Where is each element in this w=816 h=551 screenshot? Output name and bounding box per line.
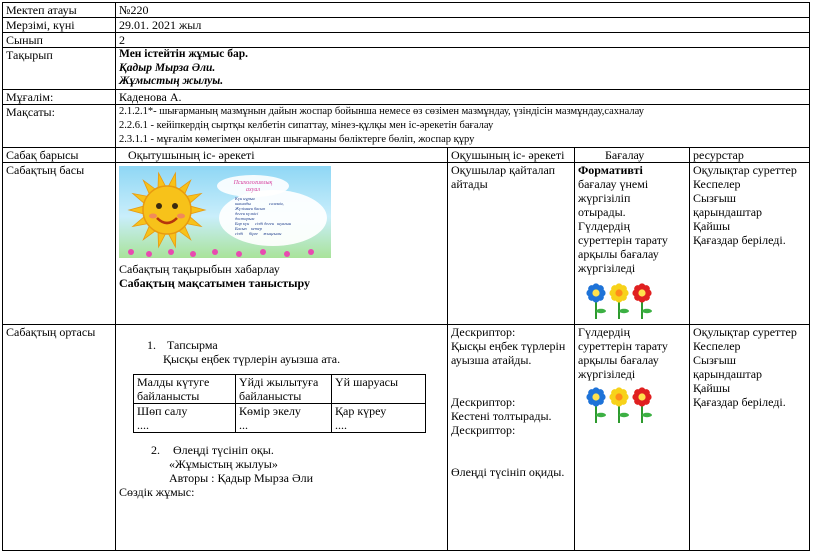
middle-assessment-4: жүргізіледі	[578, 367, 636, 381]
date-label: Мерзімі, күні	[3, 18, 116, 33]
vocab-work: Сөздік жұмыс:	[119, 485, 195, 499]
flower-icon	[586, 385, 652, 425]
lesson-plan-table	[2, 2, 810, 551]
start-assessment-2: бағалау үнемі	[578, 177, 649, 191]
banner-text-12: сізді	[235, 231, 244, 236]
work-cell-1-dots: ....	[137, 418, 149, 432]
teacher-label: Мұғалім:	[3, 90, 116, 105]
middle-assessment-3: арқылы бағалау	[578, 353, 659, 367]
sun-ray	[129, 206, 143, 214]
topic-row	[3, 48, 810, 90]
descriptor-2-text: Кестені толтырады.	[451, 409, 552, 423]
middle-teacher-cell	[116, 325, 448, 551]
banner-text-8: сізді деген	[255, 221, 275, 226]
flower	[609, 387, 629, 423]
school-label: Мектеп атауы	[3, 3, 116, 18]
flower	[586, 387, 606, 423]
task2-poem: «Жұмыстың жылуы»	[169, 457, 278, 471]
banner-text-5: деген күлкісі	[235, 211, 259, 216]
student-action-header: Оқушының іс- әрекеті	[448, 148, 575, 163]
flower	[632, 387, 652, 423]
middle-resource-5: Қайшы	[693, 381, 731, 395]
descriptor-1-text: Қысқы еңбек түрлерін ауызша атайды.	[451, 339, 566, 367]
start-resource-2: Кеспелер	[693, 177, 741, 191]
flower	[586, 283, 606, 319]
goal-line-1: 2.1.2.1*- шығарманың мазмұнын дайын жоспар бойынша немесе өз сөзімен мазмұндау, үзіндісін мазмұндау,сахналау	[119, 106, 645, 117]
work-cell-3-dots: ....	[335, 418, 347, 432]
psychology-banner-image	[119, 166, 331, 258]
start-resource-3: Сызғыш	[693, 191, 737, 205]
banner-text-13: бірге	[249, 231, 259, 236]
banner-text-4: Жүзімнен басып	[235, 206, 266, 211]
work-types-table	[133, 374, 426, 433]
goals-row	[3, 105, 810, 148]
start-teacher-line-1: Сабақтың тақырыбын хабарлау	[119, 262, 280, 276]
start-assessment-3: жүргізіліп	[578, 191, 631, 205]
middle-assessment-cell	[575, 325, 690, 551]
middle-row	[3, 325, 810, 551]
start-stage: Сабақтың басы	[3, 163, 116, 325]
task2-number: 2.	[151, 443, 160, 457]
banner-text-2: шашады	[235, 201, 251, 206]
start-resource-1: Оқулықтар суреттер	[693, 163, 797, 177]
work-cell-1-value: Шөп салу	[137, 404, 188, 418]
work-table-header	[134, 375, 426, 404]
grade-row	[3, 33, 810, 48]
banner-text-14: жыңғылы	[263, 231, 282, 236]
flower-icon	[586, 281, 652, 321]
banner-title-2: ахуал	[246, 187, 260, 193]
grade-label: Сынып	[3, 33, 116, 48]
banner-text-1: Күн нұрын	[235, 196, 255, 201]
middle-stage: Сабақтың ортасы	[3, 325, 116, 551]
start-assessment-cell	[575, 163, 690, 325]
goal-line-2: 2.2.6.1 - кейіпкердің сыртқы келбетін сипаттау, мінез-құлқы мен іс-әрекетін бағалау	[119, 120, 494, 131]
teacher-row	[3, 90, 810, 105]
middle-assessment-1: Гүлдердің	[578, 325, 631, 339]
work-table-row	[134, 404, 426, 433]
task1-text: Қысқы еңбек түрлерін ауызша ата.	[163, 352, 341, 366]
flower	[632, 283, 652, 319]
middle-resource-3: Сызғыш	[693, 353, 737, 367]
start-row	[3, 163, 810, 325]
work-cell-2	[236, 404, 332, 433]
banner-text-3: сәлемін,	[269, 201, 284, 206]
start-assessment-6: суреттерін тарату	[578, 233, 668, 247]
start-assessment-7: арқылы бағалау	[578, 247, 659, 261]
middle-student-cell	[448, 325, 575, 551]
middle-resources-cell	[690, 325, 810, 551]
topic-line-2: Қадыр Мырза Әли.	[119, 61, 216, 74]
descriptor-3: Дескриптор:	[451, 423, 516, 437]
start-resource-5: Қайшы	[693, 219, 731, 233]
banner-text-7: Бар күн	[235, 221, 250, 226]
topic-line-3: Жұмыстың жылуы.	[119, 75, 224, 87]
start-assessment-8: жүргізіледі	[578, 261, 636, 275]
topic-value	[116, 48, 810, 90]
task1-title: Тапсырма	[167, 338, 218, 352]
middle-resource-6: Қағаздар беріледі.	[693, 395, 786, 409]
task1-number: 1.	[147, 338, 156, 352]
header-row	[3, 148, 810, 163]
banner-title-1: Психологиялық	[233, 180, 273, 186]
work-cell-2-dots: ...	[239, 418, 248, 432]
teacher-value: Каденова А.	[116, 90, 810, 105]
goals-value	[116, 105, 810, 148]
topic-label: Тақырып	[3, 48, 116, 90]
start-resource-6: Қағаздар беріледі.	[693, 233, 786, 247]
descriptor-3-text: Өлеңді түсініп оқиды.	[451, 465, 565, 479]
date-value: 29.01. 2021 жыл	[116, 18, 810, 33]
start-student: Оқушылар қайталап айтады	[448, 163, 575, 325]
date-row	[3, 18, 810, 33]
middle-resource-4: қарындаштар	[693, 367, 763, 381]
work-col-2: Үйді жылытуға байланысты	[236, 375, 332, 404]
flowers-image-2	[586, 385, 686, 428]
school-row	[3, 3, 810, 18]
grade-value: 2	[116, 33, 810, 48]
teacher-action-header: Оқытушының іс- әрекеті	[116, 148, 448, 163]
banner-text-6: достарым	[235, 216, 255, 221]
sun-ray	[191, 206, 205, 214]
work-cell-3	[332, 404, 426, 433]
task2-title: Өлеңді түсініп оқы.	[173, 443, 274, 457]
flower	[609, 283, 629, 319]
work-col-1: Малды күтуге байланысты	[134, 375, 236, 404]
work-cell-1	[134, 404, 236, 433]
work-cell-3-value: Қар күреу	[335, 404, 387, 418]
goal-line-3: 2.3.1.1 - мұғалім көмегімен оқылған шығарманы бөліктерге бөліп, жоспар құру	[119, 134, 475, 145]
banner-text-11: кетер	[251, 226, 262, 231]
task2-author: Авторы : Қадыр Мырза Әли	[169, 471, 314, 485]
topic-line-1: Мен істейтін жұмыс бар.	[119, 48, 248, 60]
school-value: №220	[116, 3, 810, 18]
descriptor-1: Дескриптор:	[451, 325, 516, 339]
banner-text-10: Басып	[235, 226, 247, 231]
sun-icon	[119, 166, 331, 258]
task2	[119, 443, 444, 457]
task1	[119, 338, 444, 352]
start-assessment-4: отырады.	[578, 205, 626, 219]
work-cell-2-value: Көмір экелу	[239, 404, 301, 418]
work-col-3: Үй шаруасы	[332, 375, 426, 404]
start-teacher-line-2: Сабақтың мақсатымен таныстыру	[119, 276, 311, 290]
banner-text-9: шуағын	[277, 221, 292, 226]
assessment-header: Бағалау	[575, 148, 690, 163]
start-resource-4: қарындаштар	[693, 205, 763, 219]
flowers-image	[586, 281, 686, 324]
start-assessment-1: Формативті	[578, 163, 643, 177]
middle-resource-1: Оқулықтар суреттер	[693, 325, 797, 339]
start-assessment-5: Гүлдердің	[578, 219, 631, 233]
middle-resource-2: Кеспелер	[693, 339, 741, 353]
middle-assessment-2: суреттерін тарату	[578, 339, 668, 353]
descriptor-2: Дескриптор:	[451, 395, 516, 409]
resources-header: ресурстар	[690, 148, 810, 163]
start-resources-cell	[690, 163, 810, 325]
goals-label: Мақсаты:	[3, 105, 116, 148]
start-teacher-cell	[116, 163, 448, 325]
stage-header: Сабақ барысы	[3, 148, 116, 163]
